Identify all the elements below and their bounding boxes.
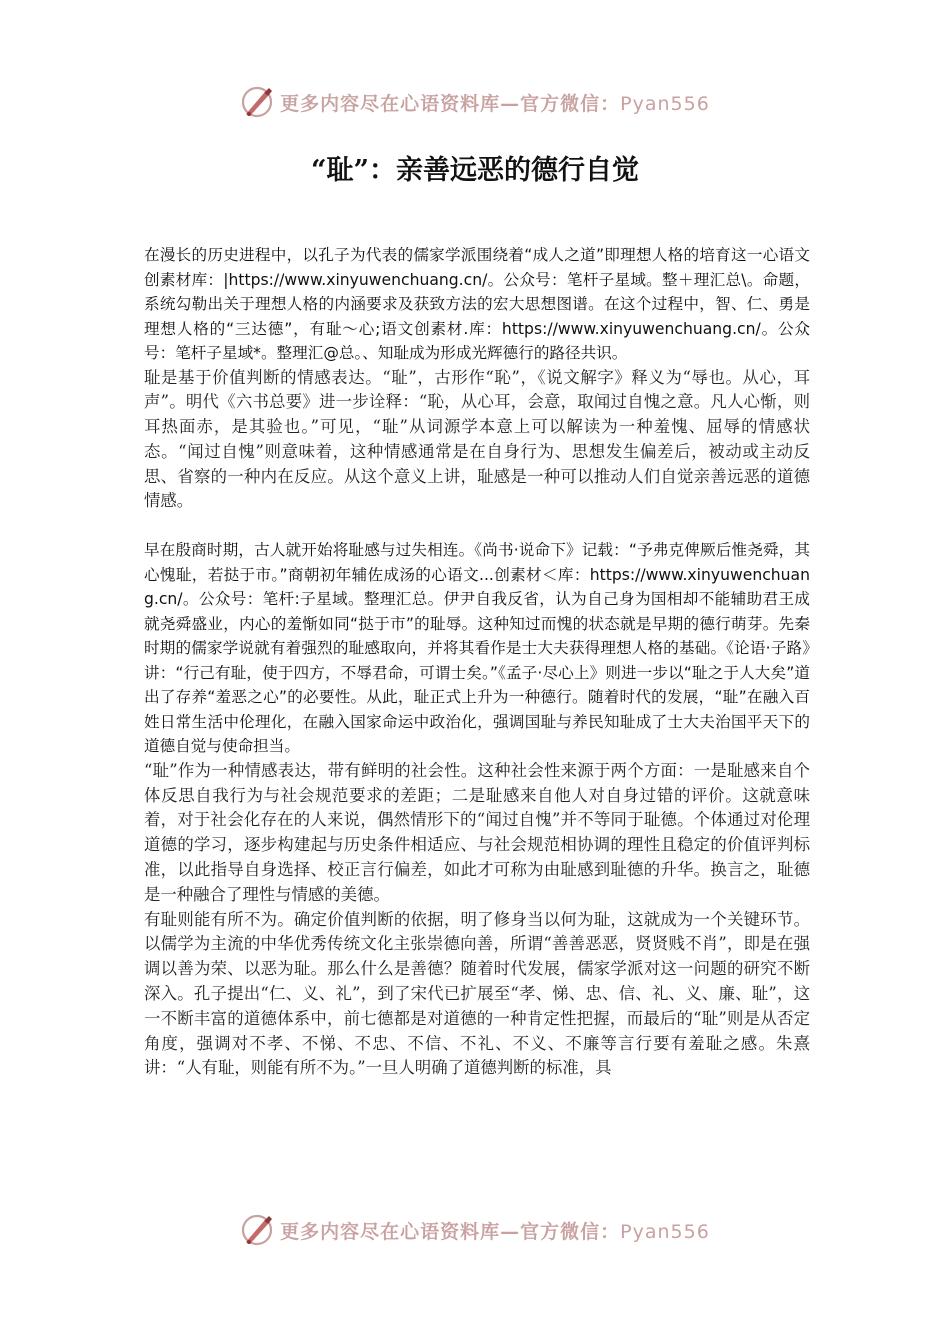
watermark-wechat-id: Pyan556 [620, 1220, 710, 1243]
paragraph-3: 早在殷商时期，古人就开始将耻感与过失相连。《尚书·说命下》记载：“予弗克俾厥后惟尧舜，其心愧耻，若挞于市。”商朝初年辅佐成汤的心语文...创素材＜库：https://www.xinyuwenchuang.cn/。公众号：笔杆:子星域。整理汇总。伊尹自我反省，认为自己身为国相却不能辅助君王成就尧舜盛业，内心的羞惭如同“挞于市”的耻辱。这种知过而愧的状态就是早期的德行萌芽。先秦时期的儒家学说就有着强烈的耻感取向，并将其看作是士大夫获得理想人格的基础。《论语·子路》讲：“行己有耻，使于四方，不辱君命，可谓士矣。”《孟子·尽心上》则进一步以“耻之于人大矣”道出了存养“羞恶之心”的必要性。从此，耻正式上升为一种德行。随着时代的发展，“耻”在融入百姓日常生活中伦理化，在融入国家命运中政治化，强调国耻与养民知耻成了士大夫治国平天下的道德自觉与使命担当。 [144, 541, 810, 756]
paragraph-2: 耻是基于价值判断的情感表达。“耻”，古形作“恥”，《说文解字》释义为“辱也。从心，耳声”。明代《六书总要》进一步诠释：“恥，从心耳，会意，取闻过自愧之意。凡人心惭，则耳热面赤，是其验也。”可见，“耻”从词源学本意上可以解读为一种羞愧、屈辱的情感状态。“闻过自愧”则意味着，这种情感通常是在自身行为、思想发生偏差后，被动或主动反思、省察的一种内在反应。从这个意义上讲，耻感是一种可以推动人们自觉亲善远恶的道德情感。 [144, 367, 810, 511]
page-title: “耻”：亲善远恶的德行自觉 [310, 155, 640, 186]
pen-logo-icon [240, 84, 276, 120]
article-body [144, 243, 810, 1081]
pen-logo-icon [240, 1212, 276, 1248]
paragraph-4: “耻”作为一种情感表达，带有鲜明的社会性。这种社会性来源于两个方面：一是耻感来自个体反思自我行为与社会规范要求的差距；二是耻感来自他人对自身过错的评价。这就意味着，对于社会化存在的人来说，偶然情形下的“闻过自愧”并不等同于耻德。个体通过对伦理道德的学习，逐步构建起与历史条件相适应、与社会规范相协调的理性且稳定的价值评判标准，以此指导自身选择、校正言行偏差，如此才可称为由耻感到耻德的升华。换言之，耻德是一种融合了理性与情感的美德。 [144, 760, 810, 904]
watermark-wechat-id: Pyan556 [620, 92, 710, 115]
watermark-text: 更多内容尽在心语资料库—官方微信：Pyan556 [280, 1220, 710, 1243]
paragraph-5: 有耻则能有所不为。确定价值判断的依据，明了修身当以何为耻，这就成为一个关键环节。以儒学为主流的中华优秀传统文化主张崇德向善，所谓“善善恶恶，贤贤贱不肖”，即是在强调以善为荣、以恶为耻。那么什么是善德？随着时代发展，儒家学派对这一问题的研究不断深入。孔子提出“仁、义、礼”，到了宋代已扩展至“孝、悌、忠、信、礼、义、廉、耻”，这一不断丰富的道德体系中，前七德都是对道德的一种肯定性把握，而最后的“耻”则是从否定角度，强调对不孝、不悌、不忠、不信、不礼、不义、不廉等言行要有羞耻之感。朱熹讲：“人有耻，则能有所不为。”一旦人明确了道德判断的标准，具 [144, 909, 810, 1078]
watermark-text: 更多内容尽在心语资料库—官方微信：Pyan556 [280, 92, 710, 115]
paragraph-1: 在漫长的历史进程中，以孔子为代表的儒家学派围绕着“成人之道”即理想人格的培育这一心语文创素材库：|https://www.xinyuwenchuang.cn/。公众号：笔杆子星域。整＋理汇总\。命题，系统勾勒出关于理想人格的内涵要求及获致方法的宏大思想图谱。在这个过程中，智、仁、勇是理想人格的“三达德”，有耻～心;语文创素材.库：https://www.xinyuwenchuang.cn/。公众号：笔杆子星域*。整理汇@总。、知耻成为形成光辉德行的路径共识。 [144, 246, 810, 362]
watermark-footer [0, 1208, 950, 1252]
watermark-header [0, 80, 950, 124]
